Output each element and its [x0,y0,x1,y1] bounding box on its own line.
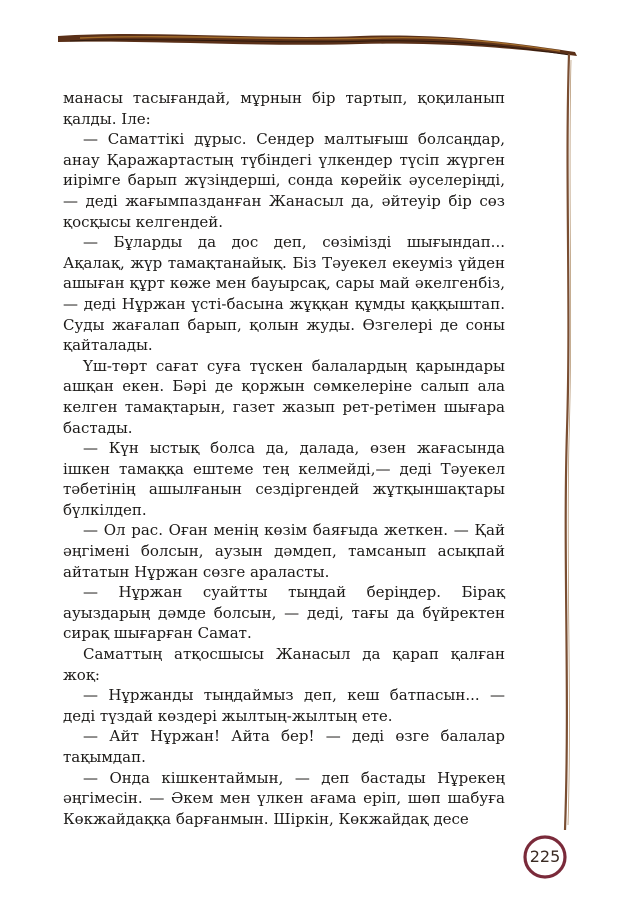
paragraph: — Нұржанды тыңдаймыз деп, кеш батпасын... — деді түздай көздері жылтың-жылтың ете. [63,686,505,725]
body-text [63,88,505,829]
paragraph: Саматтың атқосшысы Жанасыл да қарап қалған жоқ: [63,645,505,684]
paragraph: — Күн ыстық болса да, далада, өзен жағасында ішкен тамаққа ештеме тең келмейді,— деді Тәуекел тәбетінің ашылғанын сездіргендей жұтқыншақтары бүлкілдеп. [63,439,505,519]
paragraph: Үш-төрт сағат суға түскен балалардың қарындары ашқан екен. Бәрі де қоржын сөмкелеріне салып ала келген тамақтарын, газет жазып рет-ретімен шығара бастады. [63,356,505,437]
right-frame-line [565,54,569,830]
paragraph: манасы тасығандай, мұрнын бір тартып, қоқиланып қалды. Іле: [63,89,505,128]
paragraph: — Бұларды да дос деп, сөзімізді шығындап... Ақалақ, жүр тамақтанайық. Біз Тәуекел екеуміз үйден ашыған құрт көже мен бауырсақ, сары май әкелгенбіз, — деді Нұржан үсті-басына жұққан құмды қаққыштап. Суды жағалап барып, қолын жуды. Өзгелері де соны қайталады. [63,233,505,355]
page-number: 225 [529,847,561,866]
paragraph: — Саматтікі дұрыс. Сендер малтығыш болсаңдар, анау Қаражартастың түбіндегі үлкендер түсіп жүрген иірімге барып жүзіңдерші, сонда көрейік әуселеріңді, — деді жағымпазданған Жанасыл да, әйтеуір бір сөз қосқысы келгендей. [63,130,505,231]
paragraph: — Нұржан суайтты тыңдай беріңдер. Бірақ ауыздарың дәмде болсын, — деді, тағы да бүйректен сирақ шығарған Самат. [63,583,505,643]
paragraph: — Онда кішкентаймын, — деп бастады Нұрекең әңгімесін. — Әкем мен үлкен ағама еріп, шөп шабуға Көкжайдаққа барғанмын. Шіркін, Көкжайдақ десе [63,768,505,828]
paragraph: — Айт Нұржан! Айта бер! — деді өзге балалар тақымдап. [63,727,505,766]
paragraph: — Ол рас. Оған менің көзім баяғыда жеткен. — Қай әңгімені болсын, аузын дәмдеп, тамсанып асықпай айтатын Нұржан сөзге араласты. [63,521,505,581]
